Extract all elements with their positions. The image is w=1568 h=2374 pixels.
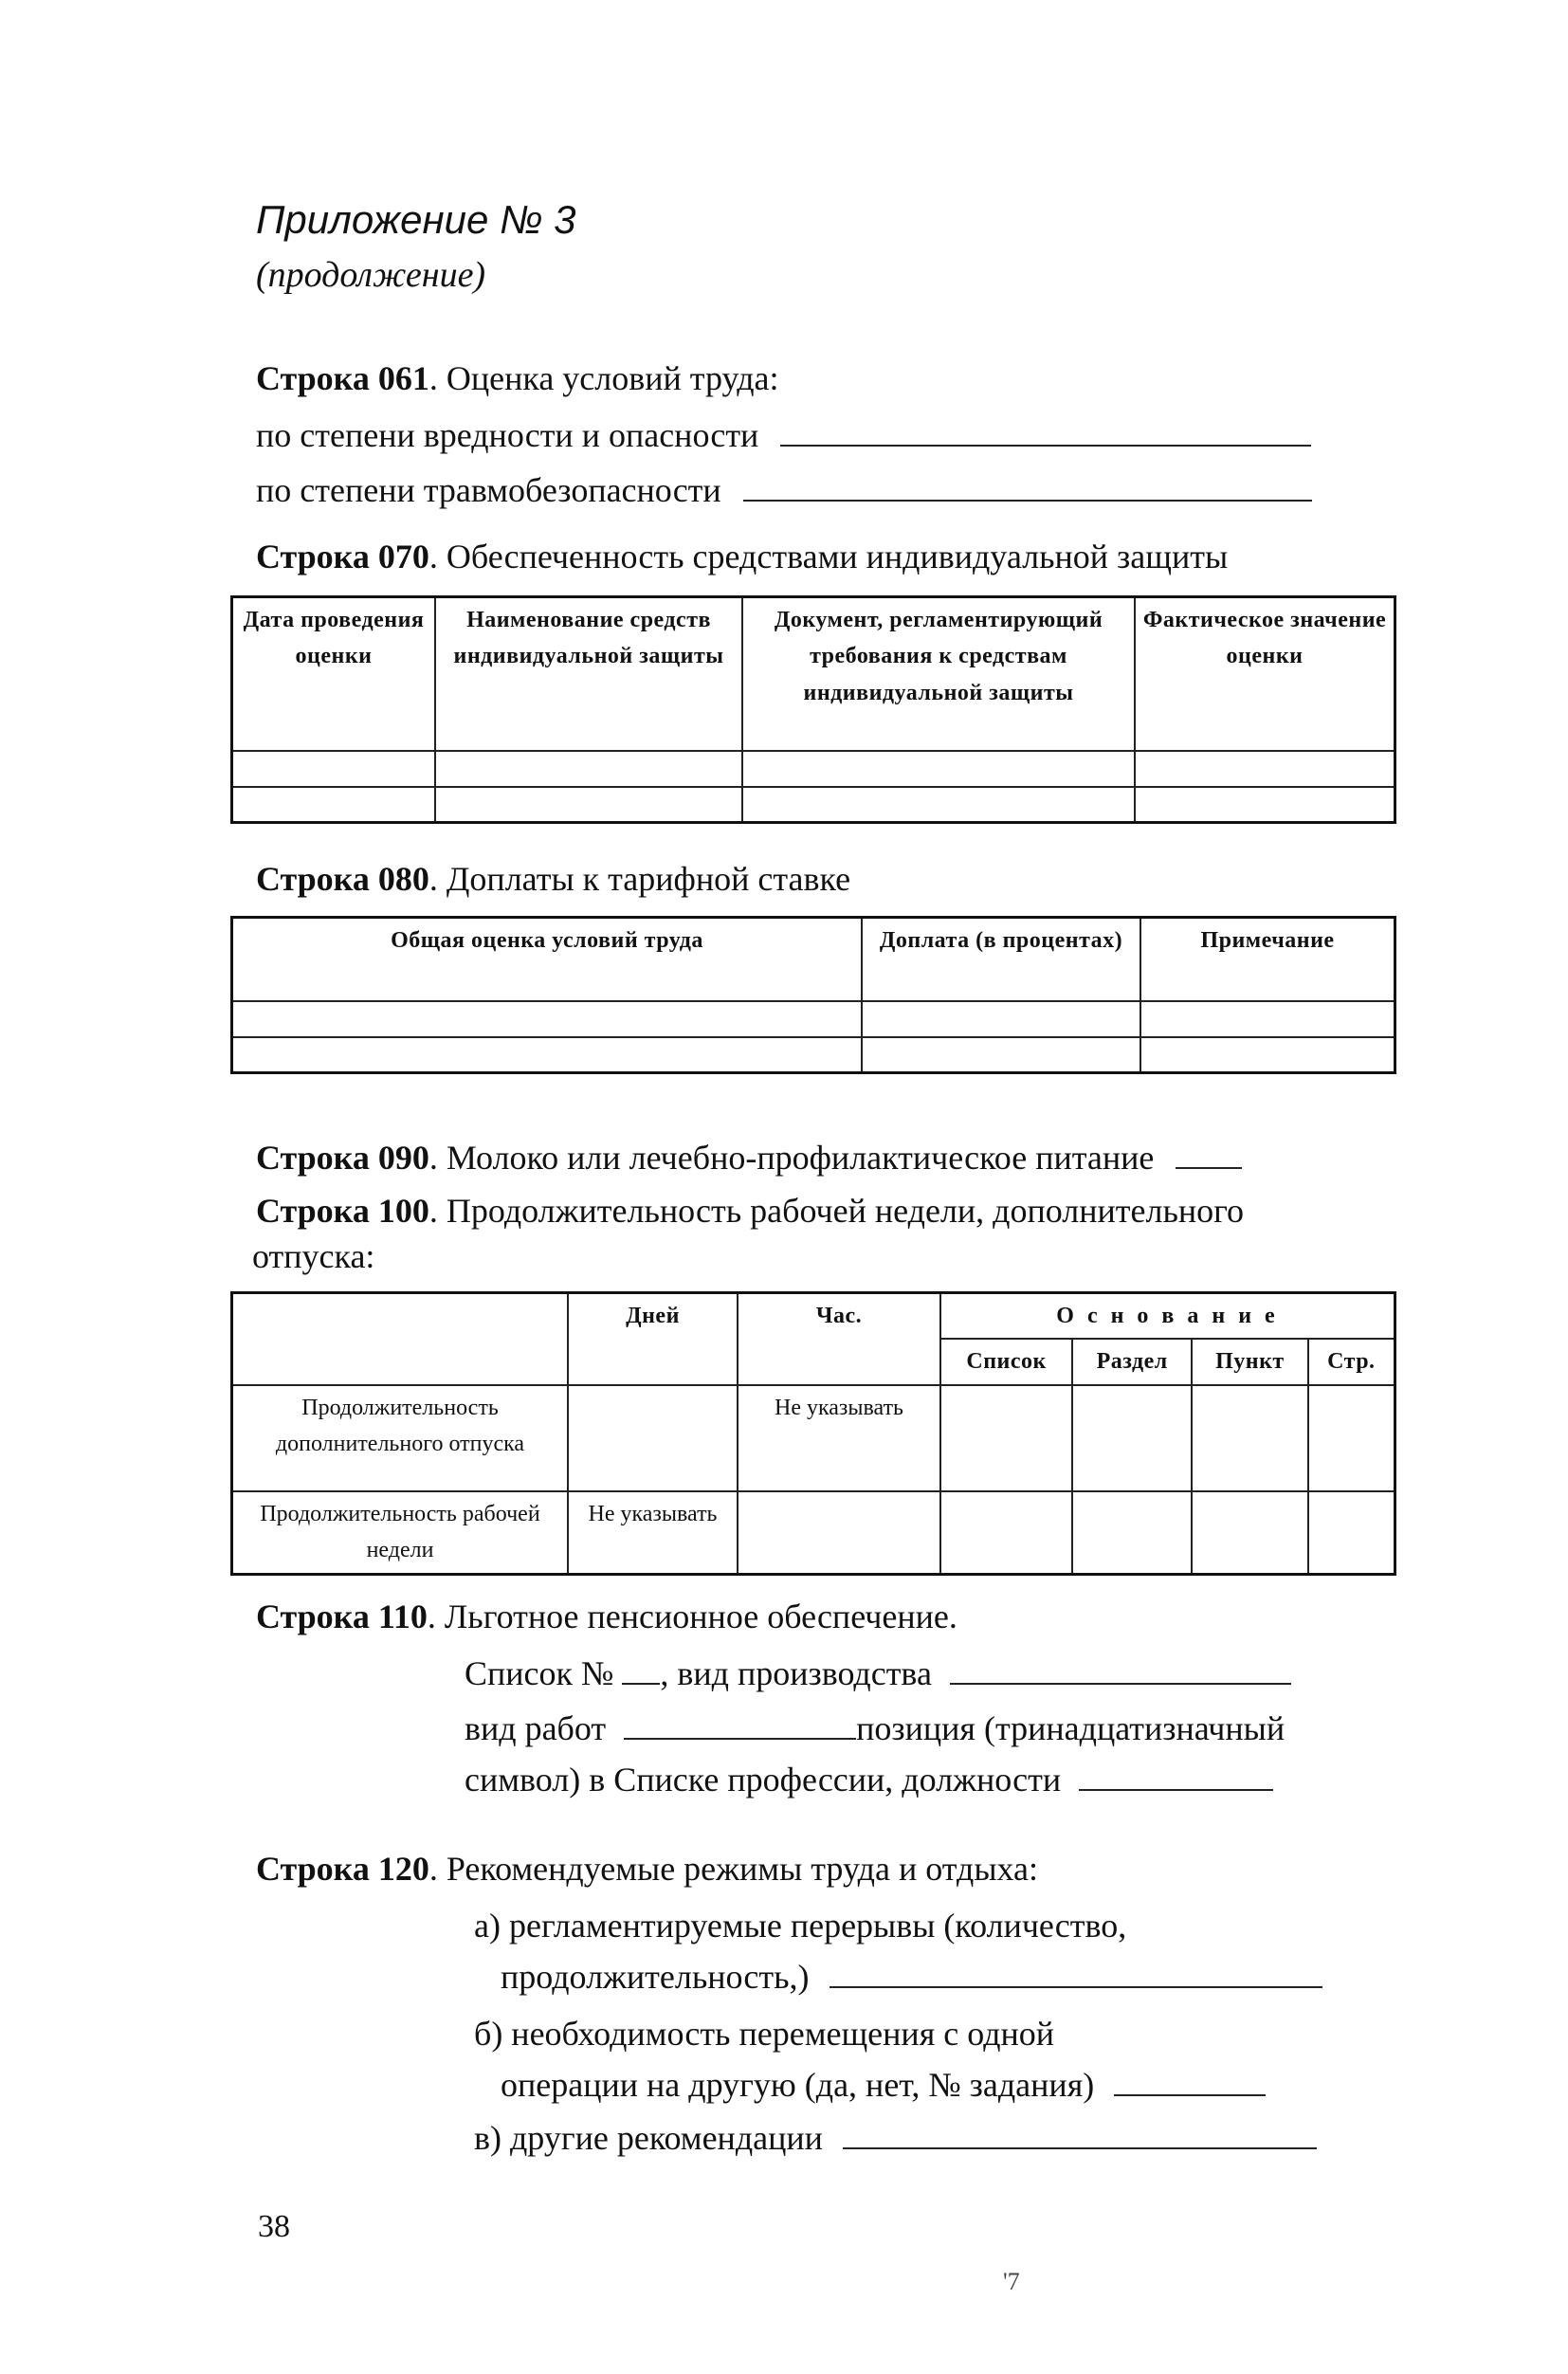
- table-row: [232, 1037, 1395, 1073]
- row-120-label: Строка 120: [256, 1850, 429, 1888]
- row-090-blank[interactable]: [1176, 1144, 1242, 1169]
- row-100-text: . Продолжительность рабочей недели, дополнительного: [428, 1192, 1245, 1230]
- row-061-line1-blank[interactable]: [780, 422, 1311, 447]
- row-120-a2-text: продолжительность,): [501, 1958, 810, 1996]
- row-110-work-label: вид работ: [465, 1709, 607, 1747]
- table-row: [232, 751, 1395, 787]
- table-row: [232, 787, 1395, 823]
- ppe-col-document: Документ, регламентирующий требования к средствам индивидуальной защиты: [742, 597, 1135, 751]
- row-100-text2: отпуска:: [252, 1237, 375, 1275]
- work-week-col-days: Дней: [568, 1293, 738, 1385]
- row-120-c: [474, 2118, 1317, 2158]
- row-120-c-blank[interactable]: [843, 2125, 1317, 2149]
- cell-days[interactable]: [568, 1385, 738, 1491]
- row-120-b1: б) необходимость перемещения с одной: [474, 2015, 1055, 2053]
- row-120-b2-text: операции на другую (да, нет, № задания): [501, 2066, 1095, 2104]
- row-110-production-blank[interactable]: [950, 1660, 1291, 1685]
- row-070-heading: [256, 537, 1228, 576]
- row-110-profession-blank[interactable]: [1079, 1766, 1273, 1791]
- surcharge-col-percent: Доплата (в процентах): [862, 918, 1140, 1001]
- surcharge-table: [230, 916, 1396, 1074]
- surcharge-col-note: Примечание: [1140, 918, 1395, 1001]
- row-090-label: Строка 090: [256, 1139, 429, 1177]
- row-061-label: Строка 061: [256, 359, 429, 397]
- row-110-line2: [465, 1708, 1285, 1748]
- row-110-line3: [465, 1760, 1273, 1799]
- row-080-heading: [256, 859, 850, 899]
- row-120-a1: а) регламентируемые перерывы (количество,: [474, 1907, 1127, 1945]
- row-110-list-label: Список №: [465, 1654, 614, 1692]
- row-100-label: Строка 100: [256, 1192, 429, 1230]
- ppe-col-date: Дата проведения оценки: [232, 597, 436, 751]
- row-090-heading: [256, 1138, 1242, 1178]
- row-120-b-blank[interactable]: [1114, 2072, 1266, 2096]
- appendix-title: Приложение № 3: [256, 197, 576, 242]
- cell-hours[interactable]: [738, 1491, 940, 1574]
- cell-hours: Не указывать: [738, 1385, 940, 1491]
- work-week-col-hours: Час.: [738, 1293, 940, 1385]
- work-week-col-list: Список: [940, 1339, 1072, 1384]
- ppe-table: [230, 595, 1396, 824]
- row-080-label: Строка 080: [256, 860, 429, 898]
- row-name-work-week: Продолжительность рабочей недели: [232, 1491, 569, 1574]
- row-061-line2: [256, 470, 1312, 510]
- table-row: [232, 1491, 1395, 1574]
- work-week-col-page: Стр.: [1308, 1339, 1395, 1384]
- row-120-b2: [501, 2065, 1266, 2105]
- row-110-production-label: , вид производства: [660, 1654, 932, 1692]
- work-week-col-item: Пункт: [1192, 1339, 1307, 1384]
- page-number: 38: [258, 2209, 290, 2244]
- ppe-col-value: Фактическое значение оценки: [1135, 597, 1395, 751]
- work-week-col-section: Раздел: [1072, 1339, 1192, 1384]
- row-110-profession-label: символ) в Списке профессии, должности: [465, 1761, 1062, 1799]
- row-name-additional-leave: Продолжительность дополнительного отпуска: [232, 1385, 569, 1491]
- work-week-table: [230, 1291, 1396, 1576]
- row-110-heading: [256, 1597, 957, 1636]
- row-090-text: . Молоко или лечебно-профилактическое питание: [428, 1139, 1155, 1177]
- ppe-col-name: Наименование средств индивидуальной защиты: [435, 597, 742, 751]
- row-120-c-text: в) другие рекомендации: [474, 2119, 823, 2157]
- work-week-col-empty: [232, 1293, 569, 1385]
- work-week-col-basis: О с н о в а н и е: [940, 1293, 1395, 1340]
- row-110-work-blank[interactable]: [624, 1715, 856, 1740]
- row-110-label: Строка 110: [256, 1598, 428, 1635]
- row-110-text: . Льготное пенсионное обеспечение.: [427, 1598, 957, 1635]
- row-110-line1: [465, 1653, 1291, 1693]
- row-120-a2: [501, 1957, 1322, 1997]
- cell-days: Не указывать: [568, 1491, 738, 1574]
- row-061-text: . Оценка условий труда:: [428, 359, 779, 397]
- row-061-line2-blank[interactable]: [743, 477, 1312, 502]
- row-120-text: . Рекомендуемые режимы труда и отдыха:: [428, 1850, 1039, 1888]
- surcharge-col-assessment: Общая оценка условий труда: [232, 918, 863, 1001]
- row-061-line1-text: по степени вредности и опасности: [256, 416, 759, 454]
- row-070-text: . Обеспеченность средствами индивидуальной защиты: [428, 538, 1229, 575]
- table-row: [232, 1385, 1395, 1491]
- row-110-list-blank[interactable]: [622, 1660, 660, 1685]
- row-070-label: Строка 070: [256, 538, 429, 575]
- table-row: [232, 1001, 1395, 1037]
- row-080-text: . Доплаты к тарифной ставке: [428, 860, 851, 898]
- row-061-line2-text: по степени травмобезопасности: [256, 471, 721, 509]
- footer-mark: '7: [1003, 2268, 1020, 2295]
- row-120-heading: [256, 1849, 1038, 1889]
- row-110-position-label: позиция (тринадцатизначный: [856, 1709, 1285, 1747]
- row-061-line1: [256, 415, 1311, 455]
- appendix-subtitle: (продолжение): [256, 255, 486, 295]
- row-061-heading: [256, 358, 779, 398]
- row-120-a-blank[interactable]: [830, 1963, 1322, 1988]
- row-100-heading: [256, 1191, 1244, 1231]
